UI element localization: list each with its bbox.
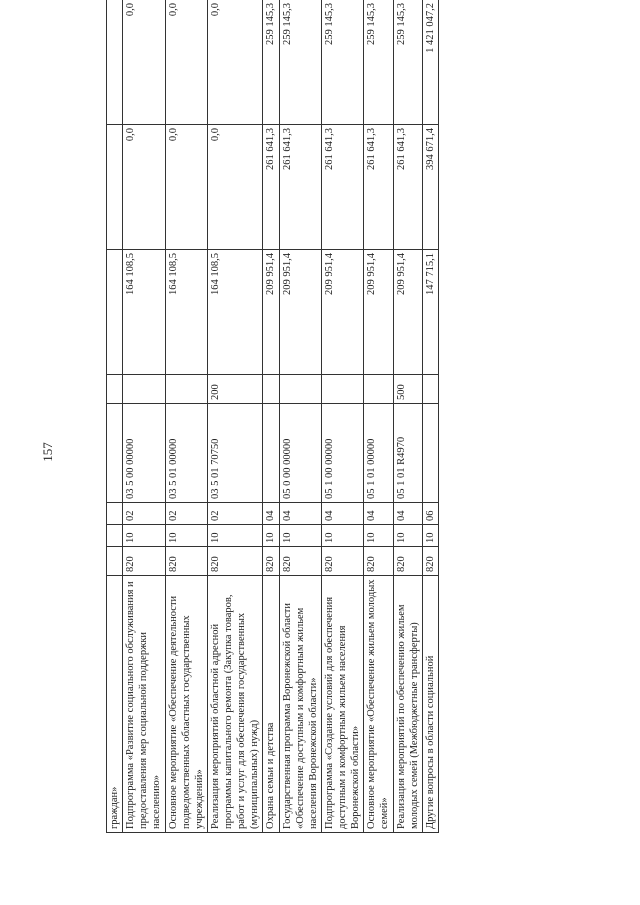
row-amount-1-cell: 209 951,4 bbox=[263, 250, 279, 375]
row-name-cell: Основное мероприятие «Обеспечение жильем молодых семей» bbox=[364, 576, 393, 833]
row-subsection-cell: 06 bbox=[422, 503, 438, 525]
table-row bbox=[263, 0, 279, 833]
row-code-cell: 820 bbox=[207, 547, 263, 576]
row-section-cell: 10 bbox=[165, 525, 207, 547]
row-name-cell: граждан» bbox=[107, 576, 123, 833]
row-amount-1-cell: 147 715,1 bbox=[422, 250, 438, 375]
row-amount-2-cell bbox=[107, 125, 123, 250]
row-code-cell: 820 bbox=[393, 547, 422, 576]
row-subsection-cell: 02 bbox=[165, 503, 207, 525]
row-subsection-cell: 04 bbox=[263, 503, 279, 525]
row-amount-1-cell: 164 108,5 bbox=[207, 250, 263, 375]
row-name-cell: Другие вопросы в области социальной bbox=[422, 576, 438, 833]
row-target-article-cell: 03 5 01 70750 bbox=[207, 404, 263, 503]
row-amount-1-cell: 209 951,4 bbox=[321, 250, 363, 375]
row-code-cell: 820 bbox=[279, 547, 321, 576]
row-amount-3-cell: 259 145,3 bbox=[263, 0, 279, 125]
row-amount-2-cell: 261 641,3 bbox=[279, 125, 321, 250]
row-section-cell: 10 bbox=[393, 525, 422, 547]
row-expense-type-cell bbox=[279, 375, 321, 404]
row-name-cell: Подпрограмма «Создание условий для обеспечения доступным и комфортным жильем населения Воронежской области» bbox=[321, 576, 363, 833]
row-subsection-cell: 04 bbox=[321, 503, 363, 525]
table-row bbox=[123, 0, 165, 833]
row-code-cell: 820 bbox=[422, 547, 438, 576]
row-amount-2-cell: 0,0 bbox=[165, 125, 207, 250]
row-name-cell: Государственная программа Воронежской области «Обеспечение доступным и комфортным жильем населения Воронежской области» bbox=[279, 576, 321, 833]
row-name-cell: Основное мероприятие «Обеспечение деятельности подведомственных областных государственных учреждений» bbox=[165, 576, 207, 833]
table-row bbox=[393, 0, 422, 833]
row-code-cell bbox=[107, 547, 123, 576]
row-section-cell: 10 bbox=[364, 525, 393, 547]
row-subsection-cell: 02 bbox=[123, 503, 165, 525]
table-row bbox=[422, 0, 438, 833]
row-amount-3-cell: 0,0 bbox=[207, 0, 263, 125]
row-code-cell: 820 bbox=[364, 547, 393, 576]
row-section-cell: 10 bbox=[263, 525, 279, 547]
row-amount-2-cell: 261 641,3 bbox=[364, 125, 393, 250]
row-amount-1-cell: 209 951,4 bbox=[393, 250, 422, 375]
row-amount-2-cell: 261 641,3 bbox=[321, 125, 363, 250]
row-expense-type-cell bbox=[165, 375, 207, 404]
row-expense-type-cell bbox=[123, 375, 165, 404]
row-target-article-cell: 03 5 00 00000 bbox=[123, 404, 165, 503]
row-amount-2-cell: 0,0 bbox=[123, 125, 165, 250]
row-target-article-cell: 05 1 01 00000 bbox=[364, 404, 393, 503]
row-amount-2-cell: 0,0 bbox=[207, 125, 263, 250]
table-row bbox=[207, 0, 263, 833]
row-amount-1-cell bbox=[107, 250, 123, 375]
row-expense-type-cell bbox=[107, 375, 123, 404]
budget-table-body bbox=[107, 0, 439, 833]
row-amount-3-cell: 1 421 047,2 bbox=[422, 0, 438, 125]
row-amount-3-cell: 0,0 bbox=[123, 0, 165, 125]
row-amount-2-cell: 261 641,3 bbox=[263, 125, 279, 250]
row-name-cell: Реализация мероприятий областной адресной программы капитального ремонта (Закупка товаров, работ и услуг для обеспечения государственных (муниципальных) нужд) bbox=[207, 576, 263, 833]
row-section-cell: 10 bbox=[422, 525, 438, 547]
row-subsection-cell: 04 bbox=[279, 503, 321, 525]
row-expense-type-cell bbox=[263, 375, 279, 404]
row-expense-type-cell: 200 bbox=[207, 375, 263, 404]
row-amount-2-cell: 261 641,3 bbox=[393, 125, 422, 250]
row-code-cell: 820 bbox=[263, 547, 279, 576]
page-number: 157 bbox=[40, 442, 55, 462]
row-code-cell: 820 bbox=[123, 547, 165, 576]
budget-table bbox=[106, 0, 439, 833]
row-subsection-cell: 04 bbox=[364, 503, 393, 525]
row-amount-3-cell bbox=[107, 0, 123, 125]
row-section-cell: 10 bbox=[207, 525, 263, 547]
row-amount-2-cell: 394 671,4 bbox=[422, 125, 438, 250]
row-subsection-cell: 02 bbox=[207, 503, 263, 525]
row-target-article-cell: 05 1 00 00000 bbox=[321, 404, 363, 503]
row-amount-1-cell: 209 951,4 bbox=[279, 250, 321, 375]
row-amount-1-cell: 164 108,5 bbox=[165, 250, 207, 375]
table-row bbox=[107, 0, 123, 833]
table-row bbox=[364, 0, 393, 833]
row-amount-3-cell: 259 145,3 bbox=[393, 0, 422, 125]
row-target-article-cell bbox=[107, 404, 123, 503]
row-subsection-cell bbox=[107, 503, 123, 525]
row-subsection-cell: 04 bbox=[393, 503, 422, 525]
row-amount-3-cell: 259 145,3 bbox=[321, 0, 363, 125]
row-expense-type-cell bbox=[321, 375, 363, 404]
row-expense-type-cell: 500 bbox=[393, 375, 422, 404]
rotated-table-container bbox=[106, 3, 611, 833]
row-target-article-cell bbox=[422, 404, 438, 503]
row-section-cell: 10 bbox=[279, 525, 321, 547]
row-name-cell: Реализация мероприятий по обеспечению жильем молодых семей (Межбюджетные трансферты) bbox=[393, 576, 422, 833]
row-code-cell: 820 bbox=[321, 547, 363, 576]
table-row bbox=[165, 0, 207, 833]
row-target-article-cell: 05 0 00 00000 bbox=[279, 404, 321, 503]
table-row bbox=[321, 0, 363, 833]
row-target-article-cell: 03 5 01 00000 bbox=[165, 404, 207, 503]
row-target-article-cell bbox=[263, 404, 279, 503]
row-name-cell: Подпрограмма «Развитие социального обслуживания и предоставления мер социальной поддержки населению» bbox=[123, 576, 165, 833]
row-amount-3-cell: 259 145,3 bbox=[279, 0, 321, 125]
row-amount-3-cell: 0,0 bbox=[165, 0, 207, 125]
row-section-cell: 10 bbox=[123, 525, 165, 547]
row-expense-type-cell bbox=[422, 375, 438, 404]
row-code-cell: 820 bbox=[165, 547, 207, 576]
table-row bbox=[279, 0, 321, 833]
row-name-cell: Охрана семьи и детства bbox=[263, 576, 279, 833]
row-amount-1-cell: 164 108,5 bbox=[123, 250, 165, 375]
row-section-cell bbox=[107, 525, 123, 547]
row-amount-3-cell: 259 145,3 bbox=[364, 0, 393, 125]
row-target-article-cell: 05 1 01 R4970 bbox=[393, 404, 422, 503]
row-expense-type-cell bbox=[364, 375, 393, 404]
row-amount-1-cell: 209 951,4 bbox=[364, 250, 393, 375]
row-section-cell: 10 bbox=[321, 525, 363, 547]
